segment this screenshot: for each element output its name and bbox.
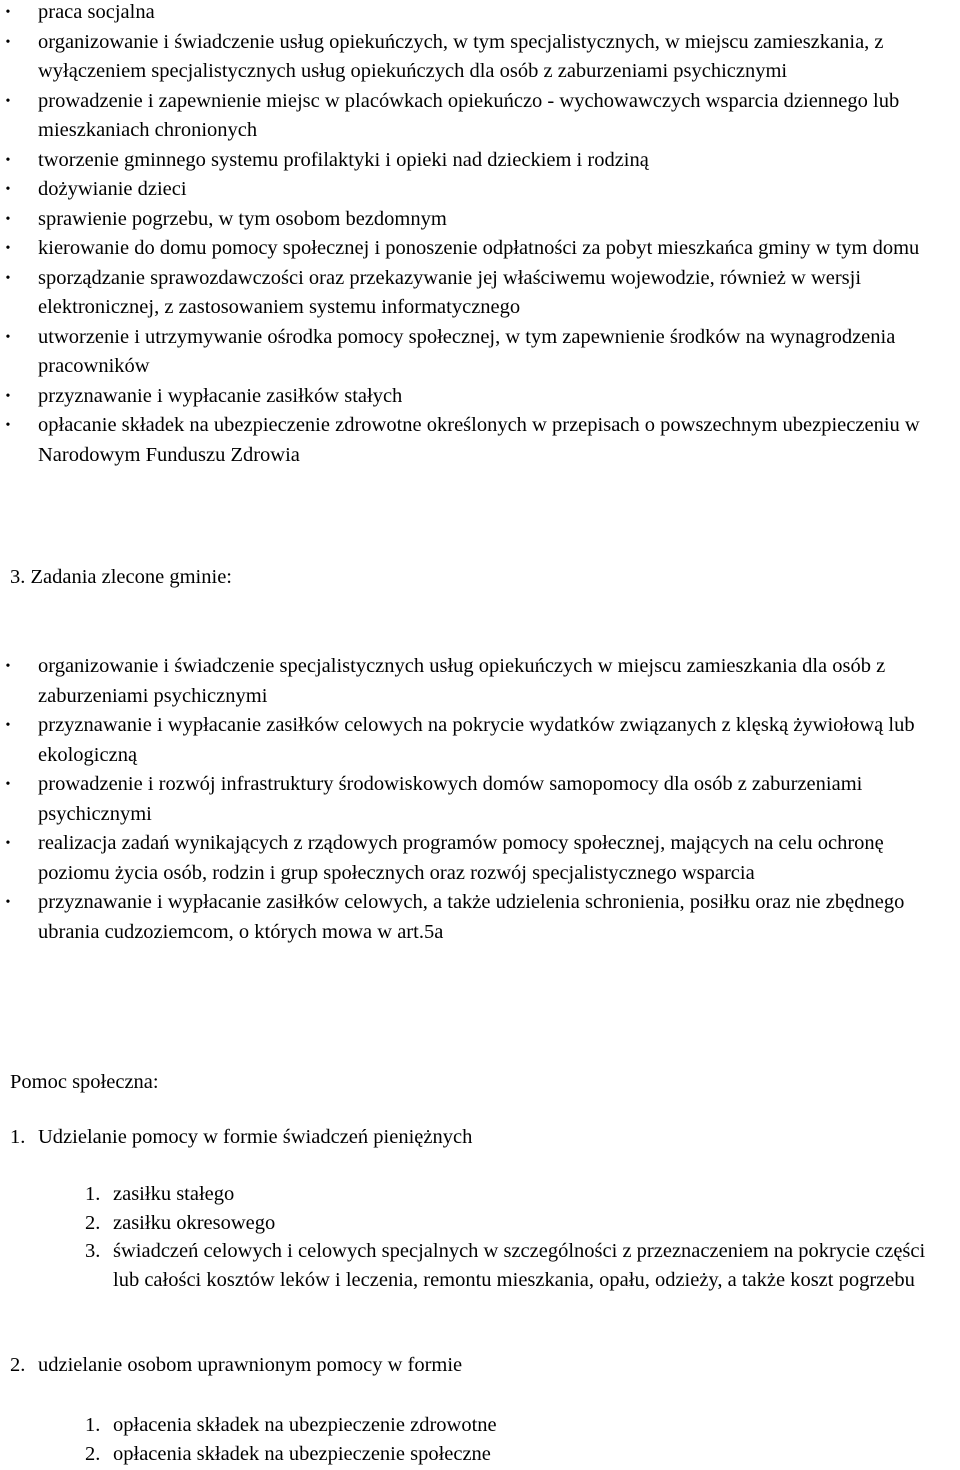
list-item-text: utworzenie i utrzymywanie ośrodka pomocy społecznej, w tym zapewnienie środków na wynagrodzenia pracowników: [38, 325, 896, 377]
bullet-icon: •: [5, 5, 11, 20]
bullet-icon: •: [5, 777, 11, 792]
list-item: [0, 28, 960, 87]
section-heading-social-assistance: Pomoc społeczna:: [10, 1071, 159, 1093]
cash-benefits-sublist: [85, 1180, 950, 1294]
item-text: świadczeń celowych i celowych specjalnych w szczególności z przeznaczeniem na pokrycie części lub całości kosztów leków i leczenia, remontu mieszkania, opału, odzieży, a także koszt pogrzebu: [113, 1240, 926, 1291]
bullet-icon: •: [5, 659, 11, 674]
list-item: [0, 770, 960, 829]
item-text: zasiłku okresowego: [113, 1211, 276, 1234]
list-item-text: organizowanie i świadczenie usług opiekuńczych, w tym specjalistycznych, w miejscu zamieszkania, z wyłączeniem specjalistycznych usług opiekuńczych dla osób z zaburzeniami psychicznymi: [38, 30, 884, 82]
list-item-text: przyznawanie i wypłacanie zasiłków stałych: [38, 384, 403, 407]
numbered-item: [10, 1123, 472, 1153]
list-item: [0, 829, 960, 888]
list-item-text: prowadzenie i zapewnienie miejsc w placówkach opiekuńczo - wychowawczych wsparcia dziennego lub mieszkaniach chronionych: [38, 89, 900, 141]
list-item-text: tworzenie gminnego systemu profilaktyki i opieki nad dzieckiem i rodziną: [38, 148, 649, 171]
item-number: 1.: [10, 1126, 26, 1148]
list-item-text: kierowanie do domu pomocy społecznej i ponoszenie odpłatności za pobyt mieszkańca gminy w tym domu: [38, 237, 920, 259]
sublist-item: [85, 1237, 950, 1294]
item-number: 2.: [85, 1442, 101, 1465]
list-item-text: przyznawanie i wypłacanie zasiłków celowych, a także udzielenia schronienia, posiłku oraz nie zbędnego ubrania cudzoziemcom, o których mowa w art.5a: [38, 891, 905, 943]
item-text: zasiłku stałego: [113, 1183, 235, 1205]
list-item: [0, 87, 960, 146]
bullet-icon: •: [5, 152, 11, 168]
bullet-icon: •: [5, 34, 11, 50]
sublist-item: [85, 1411, 950, 1440]
list-item: [0, 888, 960, 947]
list-item-text: prowadzenie i rozwój infrastruktury środowiskowych domów samopomocy dla osób z zaburzeniami psychicznymi: [38, 773, 863, 825]
item-text: Udzielanie pomocy w formie świadczeń pieniężnych: [38, 1126, 473, 1148]
item-number: 2.: [10, 1354, 26, 1376]
list-item: [0, 0, 960, 28]
list-item: [0, 411, 960, 470]
bullet-icon: •: [5, 241, 11, 256]
list-item: [0, 264, 960, 323]
list-item-text: sprawienie pogrzebu, w tym osobom bezdomnym: [38, 207, 447, 230]
list-item: [0, 323, 960, 382]
list-item-text: dożywianie dzieci: [38, 178, 187, 200]
item-number: 1.: [85, 1414, 101, 1436]
sublist-item: [85, 1440, 950, 1469]
bullet-icon: •: [5, 418, 11, 433]
section-heading-delegated-tasks: 3. Zadania zlecone gminie:: [10, 566, 232, 588]
list-item-text: przyznawanie i wypłacanie zasiłków celowych na pokrycie wydatków związanych z klęską żywiołową lub ekologiczną: [38, 714, 915, 766]
bullet-icon: •: [5, 182, 11, 197]
delegated-tasks-list: [0, 652, 960, 947]
numbered-item: [10, 1351, 462, 1381]
bullet-icon: •: [5, 329, 11, 345]
bullet-icon: •: [5, 270, 11, 286]
list-item: [0, 175, 960, 205]
list-item-text: opłacanie składek na ubezpieczenie zdrowotne określonych w przepisach o powszechnym ubezpieczeniu w Narodowym Funduszu Zdrowia: [38, 414, 920, 466]
item-text: opłacenia składek na ubezpieczenie zdrowotne: [113, 1414, 497, 1436]
item-text: opłacenia składek na ubezpieczenie społeczne: [113, 1442, 491, 1465]
sublist-item: [85, 1180, 950, 1209]
bullet-icon: •: [5, 93, 11, 109]
list-item: [0, 652, 960, 711]
item-number: 1.: [85, 1183, 101, 1205]
item-number: 2.: [85, 1211, 101, 1234]
bullet-icon: •: [5, 211, 11, 227]
list-item: [0, 205, 960, 235]
sublist-item: [85, 1209, 950, 1238]
bullet-icon: •: [5, 895, 11, 910]
bullet-icon: •: [5, 836, 11, 851]
list-item-text: sporządzanie sprawozdawczości oraz przekazywanie jej właściwemu wojewodzie, również w wersji elektronicznej, z zastosowaniem systemu informatycznego: [38, 266, 862, 318]
bullet-icon: •: [5, 718, 11, 733]
list-item: [0, 146, 960, 176]
gmina-tasks-list: [0, 0, 960, 470]
list-item-text: organizowanie i świadczenie specjalistycznych usług opiekuńczych w miejscu zamieszkania dla osób z zaburzeniami psychicznymi: [38, 655, 886, 707]
list-item-text: realizacja zadań wynikających z rządowych programów pomocy społecznej, mających na celu ochronę poziomu życia osób, rodzin i grup społecznych oraz rozwój specjalistycznego wsparcia: [38, 832, 884, 884]
bullet-icon: •: [5, 388, 11, 404]
list-item-text: praca socjalna: [38, 1, 155, 23]
insurance-sublist: [85, 1411, 950, 1468]
list-item: [0, 711, 960, 770]
list-item: [0, 382, 960, 412]
item-text: udzielanie osobom uprawnionym pomocy w formie: [38, 1354, 463, 1376]
item-number: 3.: [85, 1240, 101, 1262]
list-item: [0, 234, 960, 264]
